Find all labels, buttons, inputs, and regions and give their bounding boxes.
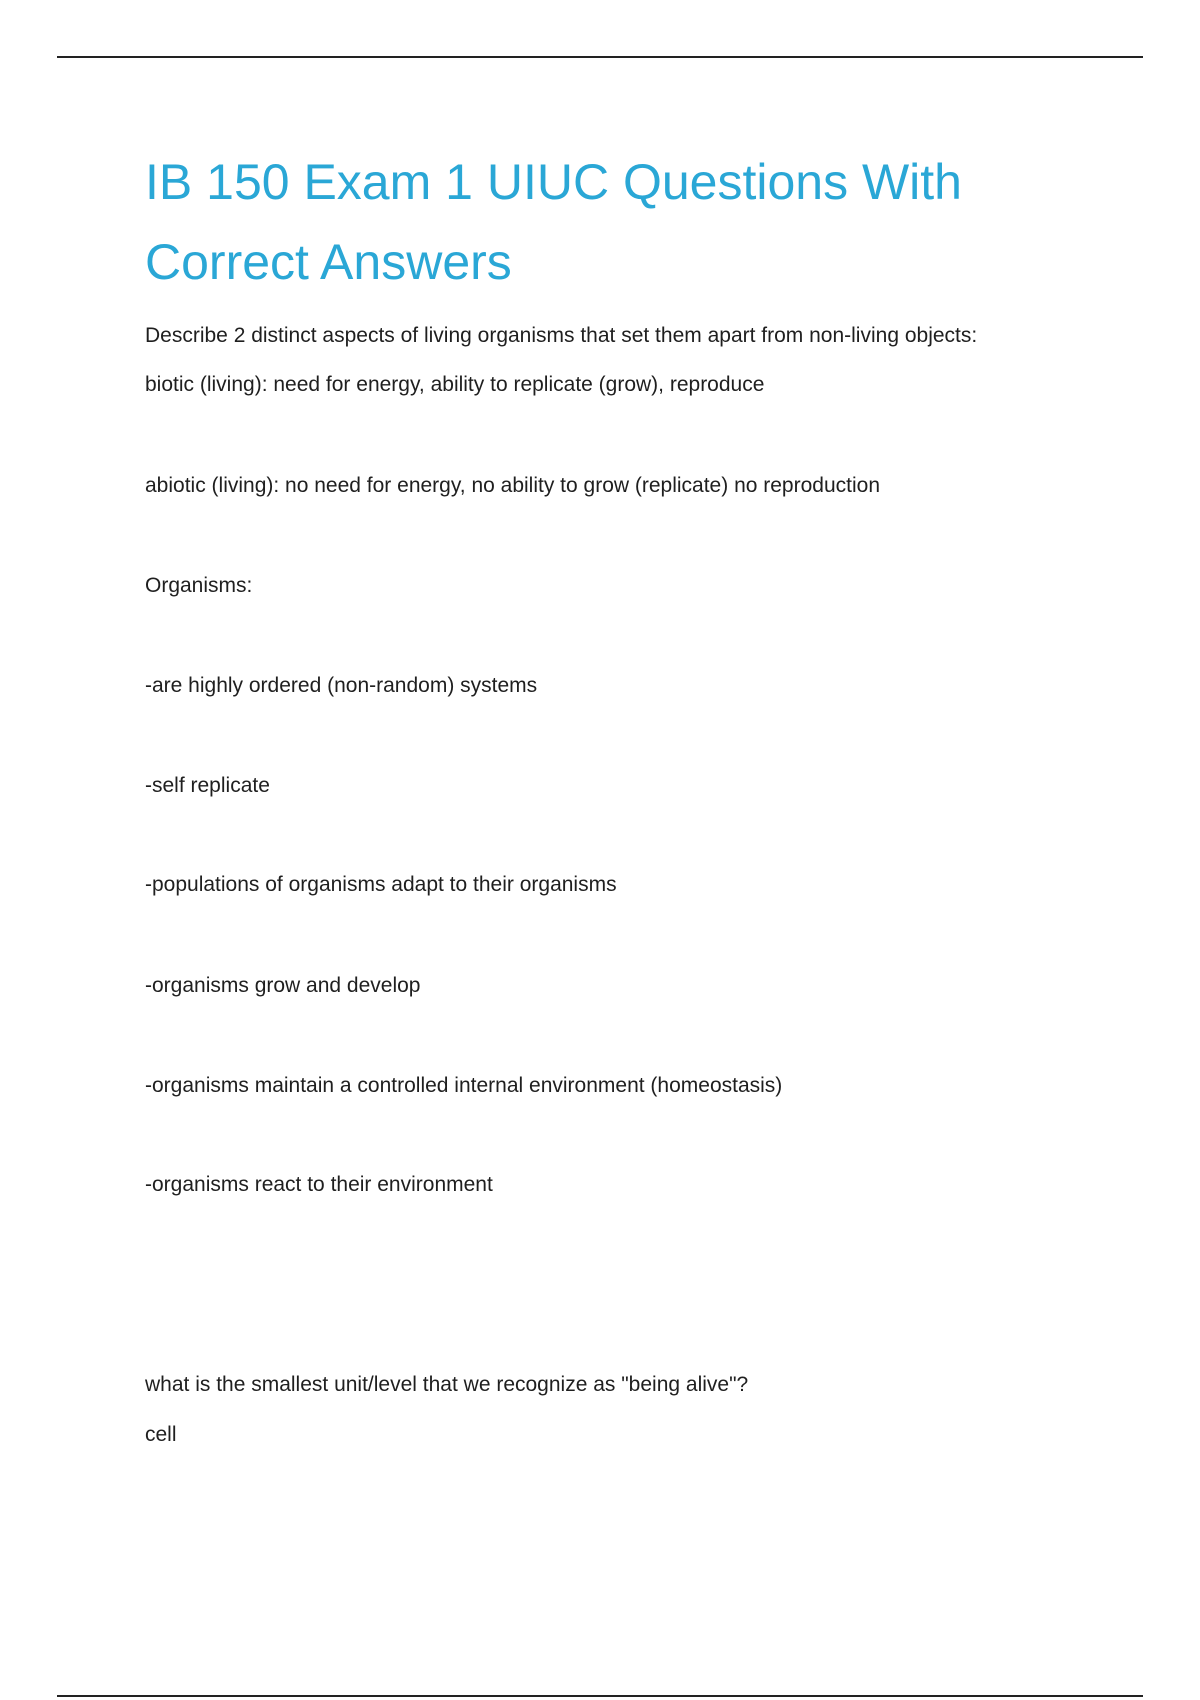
answer-line: abiotic (living): no need for energy, no ability to grow (replicate) no reproduction	[145, 474, 880, 497]
answer-line: -organisms grow and develop	[145, 974, 421, 997]
answer-line: -populations of organisms adapt to their organisms	[145, 873, 617, 896]
header-rule	[57, 56, 1143, 58]
answer-line: -are highly ordered (non-random) systems	[145, 674, 538, 697]
answer-line: -organisms react to their environment	[145, 1173, 493, 1196]
answer-line: -self replicate	[145, 774, 270, 797]
question-text: Describe 2 distinct aspects of living organisms that set them apart from non-living objects:	[145, 324, 978, 347]
answer-line: biotic (living): need for energy, ability to replicate (grow), reproduce	[145, 373, 765, 396]
answer-line: cell	[145, 1423, 177, 1446]
question-text: what is the smallest unit/level that we recognize as "being alive"?	[145, 1373, 749, 1396]
document-title: IB 150 Exam 1 UIUC Questions With Correct Answers	[145, 154, 962, 290]
answer-line: Organisms:	[145, 574, 253, 597]
answer-line: -organisms maintain a controlled internal environment (homeostasis)	[145, 1074, 783, 1097]
footer-rule	[57, 1695, 1143, 1697]
